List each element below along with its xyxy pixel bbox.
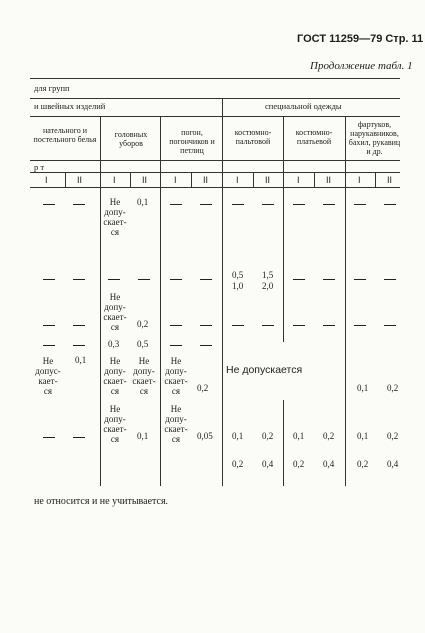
value-cell: 0,1 (137, 197, 149, 207)
value-cell: 0,4 (387, 459, 399, 469)
not-allowed-note: Не допу- скает- ся (164, 404, 188, 444)
row-label-pt: р т (34, 162, 45, 172)
value-cell: 0,2 (197, 383, 209, 393)
sub-divider (375, 172, 376, 187)
value-cell: 1,5 (262, 270, 274, 280)
value-cell: 0,4 (323, 459, 335, 469)
dash-mark (384, 325, 396, 326)
dash-mark (170, 325, 182, 326)
class-label: II (326, 175, 332, 185)
value-cell: 0,2 (387, 431, 399, 441)
dash-mark (43, 325, 55, 326)
dash-mark (262, 204, 274, 205)
value-cell: 0,5 (232, 270, 244, 280)
value-cell: 0,2 (137, 319, 149, 329)
value-cell: 0,1 (357, 431, 369, 441)
not-allowed-note: Не допус- кает- ся (35, 356, 61, 396)
dash-mark (384, 204, 396, 205)
dash-mark (354, 279, 366, 280)
class-label: I (113, 175, 116, 185)
value-cell: 0,05 (197, 431, 213, 441)
class-label: II (77, 175, 83, 185)
value-cell: 0,3 (108, 339, 120, 349)
dash-mark (138, 279, 150, 280)
footer-note: не относится и не учитывается. (34, 496, 169, 507)
not-allowed-note: Не допу- скает- ся (103, 404, 127, 444)
subheader-suit-coat: костюмно-пальтовой (234, 128, 272, 146)
subheader-epaulettes: погон, погончиков и петлиц (169, 128, 215, 155)
class-label: I (45, 175, 48, 185)
not-allowed-note: Не допу- скает- ся (132, 356, 156, 396)
class-label: I (358, 175, 361, 185)
dash-mark (384, 279, 396, 280)
dash-mark (200, 204, 212, 205)
column-divider (283, 116, 284, 486)
value-cell: 0,1 (293, 431, 305, 441)
dash-mark (232, 204, 244, 205)
value-cell: 0,2 (357, 459, 369, 469)
header-right-group: специальной одежды (265, 101, 342, 111)
not-allowed-note: Не допу- скает- ся (103, 197, 127, 237)
dash-mark (354, 204, 366, 205)
sub-divider (191, 172, 192, 187)
dash-mark (108, 279, 120, 280)
gost-page-header: ГОСТ 11259—79 Стр. 11 (297, 33, 424, 45)
class-label: II (265, 175, 271, 185)
dash-mark (262, 325, 274, 326)
dash-mark (73, 325, 85, 326)
dash-mark (200, 345, 212, 346)
dash-mark (73, 345, 85, 346)
sub-divider (130, 172, 131, 187)
subheader-headwear: головных уборов (114, 130, 148, 148)
dash-mark (200, 325, 212, 326)
dash-mark (170, 345, 182, 346)
table-rule (30, 98, 400, 99)
subheader-underwear: нательного и постельного белья (33, 126, 97, 144)
dash-mark (293, 204, 305, 205)
value-cell: 0,2 (387, 383, 399, 393)
column-divider (222, 98, 223, 486)
dash-mark (200, 279, 212, 280)
class-label: I (236, 175, 239, 185)
class-label: I (174, 175, 177, 185)
sub-divider (253, 172, 254, 187)
not-allowed-note: Не допу- скает- ся (103, 356, 127, 396)
value-cell: 0,2 (293, 459, 305, 469)
dash-mark (170, 204, 182, 205)
continuation-label: Продолжение табл. 1 (310, 60, 413, 72)
subheader-aprons: фартуков, нарукавников, бахил, рукавиц и др. (348, 120, 401, 156)
dash-mark (354, 325, 366, 326)
dash-mark (73, 279, 85, 280)
value-cell: 0,2 (232, 459, 244, 469)
not-allowed-note: Не допу- скает- ся (103, 292, 127, 332)
dash-mark (170, 279, 182, 280)
subheader-suit-dress: костюмно-платьевой (295, 128, 333, 146)
value-cell: 0,1 (137, 431, 149, 441)
dash-mark (43, 279, 55, 280)
dash-mark (73, 204, 85, 205)
class-label: II (203, 175, 209, 185)
dash-mark (43, 204, 55, 205)
dash-mark (293, 279, 305, 280)
sub-divider (65, 172, 66, 187)
dash-mark (323, 279, 335, 280)
sub-divider (314, 172, 315, 187)
not-allowed-merged: Не допускается (226, 364, 303, 376)
not-allowed-note: Не допу- скает- ся (164, 356, 188, 396)
value-cell: 0,5 (137, 339, 149, 349)
group-label: для групп (34, 83, 70, 93)
class-label: II (142, 175, 148, 185)
value-cell: 0,1 (232, 431, 244, 441)
column-divider (345, 116, 346, 486)
class-label: I (297, 175, 300, 185)
dash-mark (293, 325, 305, 326)
dash-mark (43, 345, 55, 346)
value-cell: 2,0 (262, 281, 274, 291)
dash-mark (232, 325, 244, 326)
value-cell: 0,2 (262, 431, 274, 441)
dash-mark (73, 437, 85, 438)
table-rule-top (30, 78, 400, 79)
value-cell: 0,4 (262, 459, 274, 469)
dash-mark (43, 437, 55, 438)
value-cell: 0,1 (357, 383, 369, 393)
class-label: II (387, 175, 393, 185)
header-left-group: и швейных изделий (34, 101, 106, 111)
dash-mark (323, 325, 335, 326)
value-cell: 0,1 (75, 355, 87, 365)
dash-mark (323, 204, 335, 205)
value-cell: 0,2 (323, 431, 335, 441)
value-cell: 1,0 (232, 281, 244, 291)
